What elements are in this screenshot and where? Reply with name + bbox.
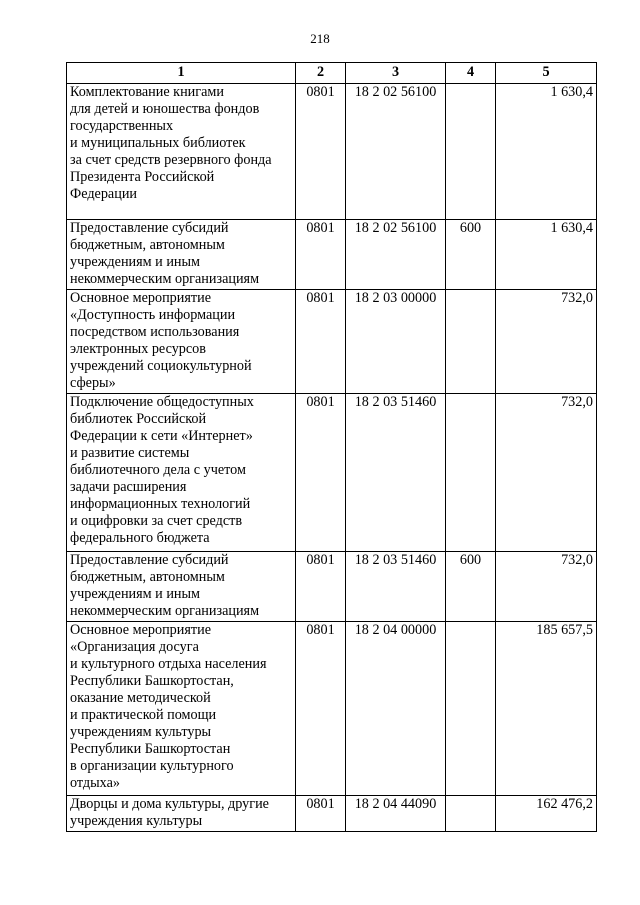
row-amount: 732,0 <box>496 394 597 552</box>
column-header-5: 5 <box>496 63 597 84</box>
row-name: Комплектование книгами для детей и юношества фондов государственных и муниципальных библиотек за счет средств резервного фонда Президента Российской Федерации <box>67 84 296 220</box>
row-name: Подключение общедоступных библиотек Российской Федерации к сети «Интернет» и развитие системы библиотечного дела с учетом задачи расширения информационных технологий и оцифровки за счет средств федерального бюджета <box>67 394 296 552</box>
budget-table <box>66 62 597 832</box>
row-amount: 732,0 <box>496 552 597 622</box>
row-amount: 1 630,4 <box>496 84 597 220</box>
table-row <box>67 622 597 796</box>
table-row <box>67 394 597 552</box>
row-amount: 732,0 <box>496 290 597 394</box>
row-name: Предоставление субсидий бюджетным, автономным учреждениям и иным некоммерческим организациям <box>67 220 296 290</box>
row-section-code: 0801 <box>296 290 346 394</box>
row-name: Основное мероприятие «Организация досуга и культурного отдыха населения Республики Башкортостан, оказание методической и практической помощи учреждениям культуры Республики Башкортостан в организации культурного отдыха» <box>67 622 296 796</box>
row-amount: 185 657,5 <box>496 622 597 796</box>
table-row <box>67 796 597 832</box>
row-section-code: 0801 <box>296 622 346 796</box>
row-expense-type <box>446 622 496 796</box>
page-number: 218 <box>310 31 330 46</box>
row-name: Основное мероприятие «Доступность информации посредством использования электронных ресурсов учреждений социокультурной сферы» <box>67 290 296 394</box>
row-name: Предоставление субсидий бюджетным, автономным учреждениям и иным некоммерческим организациям <box>67 552 296 622</box>
row-expense-type <box>446 796 496 832</box>
row-expense-type: 600 <box>446 220 496 290</box>
row-target-code: 18 2 03 51460 <box>346 394 446 552</box>
column-header-1: 1 <box>67 63 296 84</box>
row-expense-type <box>446 84 496 220</box>
row-amount: 162 476,2 <box>496 796 597 832</box>
row-expense-type <box>446 394 496 552</box>
row-expense-type <box>446 290 496 394</box>
table-row <box>67 84 597 220</box>
column-header-4: 4 <box>446 63 496 84</box>
row-section-code: 0801 <box>296 220 346 290</box>
row-target-code: 18 2 02 56100 <box>346 220 446 290</box>
table-row <box>67 552 597 622</box>
row-target-code: 18 2 03 51460 <box>346 552 446 622</box>
row-expense-type: 600 <box>446 552 496 622</box>
row-name: Дворцы и дома культуры, другие учреждения культуры <box>67 796 296 832</box>
table-row <box>67 220 597 290</box>
row-section-code: 0801 <box>296 552 346 622</box>
row-section-code: 0801 <box>296 796 346 832</box>
row-target-code: 18 2 04 00000 <box>346 622 446 796</box>
table-row <box>67 290 597 394</box>
row-target-code: 18 2 02 56100 <box>346 84 446 220</box>
row-target-code: 18 2 03 00000 <box>346 290 446 394</box>
column-header-3: 3 <box>346 63 446 84</box>
row-section-code: 0801 <box>296 84 346 220</box>
table-header-row <box>67 63 597 84</box>
row-amount: 1 630,4 <box>496 220 597 290</box>
row-target-code: 18 2 04 44090 <box>346 796 446 832</box>
column-header-2: 2 <box>296 63 346 84</box>
row-section-code: 0801 <box>296 394 346 552</box>
